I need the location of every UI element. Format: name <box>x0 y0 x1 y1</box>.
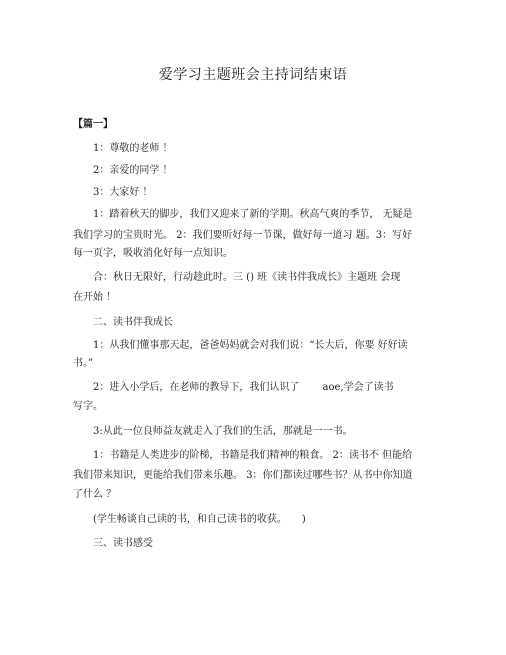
document-title: 爱学习主题班会主持词结束语 <box>158 67 348 83</box>
paragraph-line: 在开始 ！ <box>73 292 117 303</box>
paragraph-line: 3：大家好 ！ <box>93 187 153 198</box>
paragraph-line: 合：秋日无限好，行动趁此时。三 () 班《读书伴我成长》主题班 会现 <box>93 272 401 283</box>
section-label: 【篇一】 <box>73 119 113 130</box>
paragraph-line: 我们带来知识，更能给我们带来乐趣。 3：你们都读过哪些书？从书中你知道 <box>73 470 413 481</box>
paragraph-line: (学生畅谈自己读的书，和自己读书的收获。 ) <box>93 514 306 525</box>
section-heading: 二、读书伴我成长 <box>93 317 173 328</box>
paragraph-line: 写字。 <box>73 401 103 412</box>
paragraph-line: 1：书籍是人类进步的阶梯，书籍是我们精神的粮食。 2：读书不 但能给 <box>93 450 413 461</box>
paragraph-line: 我们学习的宝贵时光。 2：我们要听好每一节课，做好每一道习 题。3：写好 <box>73 230 413 241</box>
paragraph-line: 每一页字，吸收消化好每一点知识。 <box>73 248 233 259</box>
paragraph-line: 2：亲爱的同学 ！ <box>93 165 173 176</box>
paragraph-line: 了什么 ？ <box>73 489 117 500</box>
paragraph-line: 书。” <box>73 358 94 369</box>
paragraph-line: 2：进入小学后，在老师的教导下，我们认识了 aoe,学会了读书 <box>93 382 394 393</box>
paragraph-line: 1：尊敬的老师 ！ <box>93 143 173 154</box>
paragraph-line: 1：踏着秋天的脚步，我们又迎来了新的学期。秋高气爽的季节， 无疑是 <box>93 209 413 220</box>
section-heading: 三、读书感受 <box>93 538 153 549</box>
paragraph-line: 1：从我们懂事那天起，爸爸妈妈就会对我们说：“长大后，你要 好好读 <box>93 340 408 351</box>
paragraph-line: 3:从此一位良师益友就走入了我们的生活，那就是一一书。 <box>93 426 353 437</box>
